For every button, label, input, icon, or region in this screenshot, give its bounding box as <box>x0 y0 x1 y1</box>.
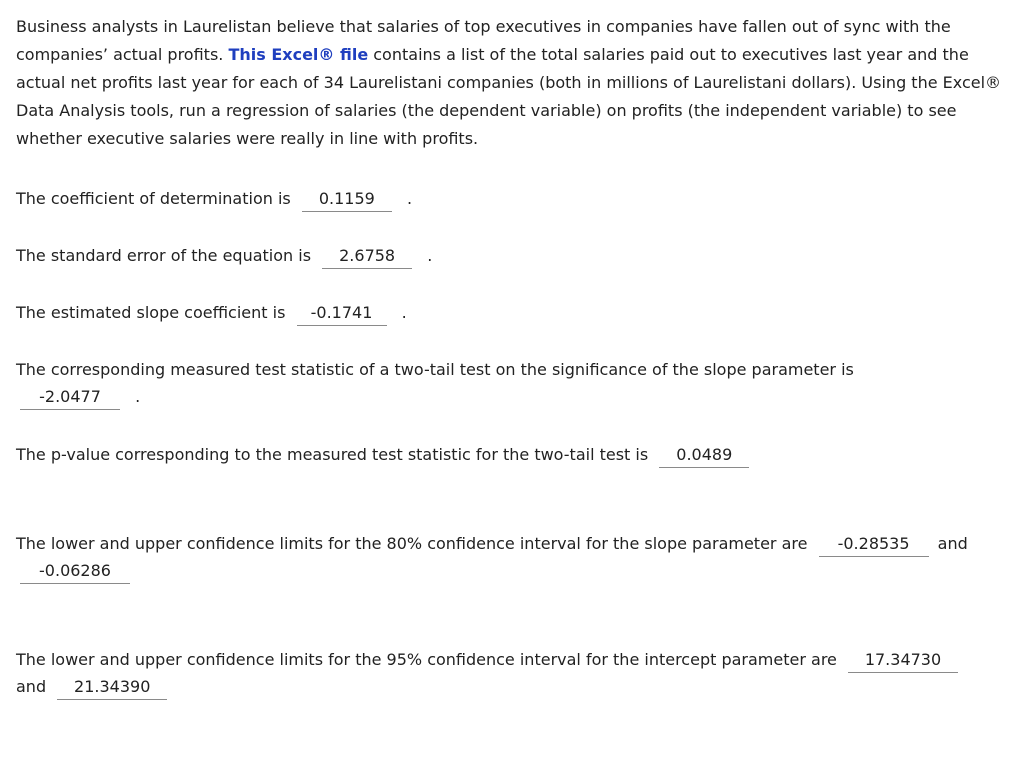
standard-error-answer[interactable]: 2.6758 <box>322 244 412 269</box>
p-value-row <box>16 441 753 469</box>
slope-ci-upper-answer[interactable]: -0.06286 <box>20 559 130 584</box>
coefficient-of-determination-row <box>16 185 412 213</box>
standard-error-label: The standard error of the equation is <box>16 246 312 265</box>
standard-error-row <box>16 242 432 270</box>
intro-text-1: Business analysts in Laurelistan believe that salaries of top executives in companies have fallen out of sync with the companies’ actual profits. <box>16 17 951 64</box>
slope-ci-upper-row <box>14 557 134 585</box>
intro-text-2: contains a list of the total salaries paid out to executives last year and the actual net profits last year for each of 34 Laurelistani companies (both in millions of Laurelistani dollars). Using the Excel® Data Analysis tools, run a regression of salaries (the dependent variable) on profits (the independent variable) to see whether executive salaries were really in line with profits. <box>16 45 1002 148</box>
sentence-period: . <box>427 246 433 265</box>
intercept-ci-label: The lower and upper confidence limits for the 95% confidence interval for the intercept parameter are <box>16 650 837 669</box>
p-value-answer[interactable]: 0.0489 <box>659 443 749 468</box>
sentence-period: . <box>135 387 141 406</box>
question-intro <box>16 13 1011 153</box>
slope-coefficient-answer[interactable]: -0.1741 <box>297 301 387 326</box>
sentence-period: . <box>406 189 413 208</box>
intercept-ci-question <box>16 646 962 674</box>
coefficient-of-determination-answer[interactable]: 0.1159 <box>302 187 392 212</box>
slope-coefficient-label: The estimated slope coefficient is <box>16 303 286 322</box>
test-statistic-answer[interactable]: -2.0477 <box>20 385 120 410</box>
slope-ci-joiner: and <box>937 534 968 553</box>
slope-coefficient-row <box>16 299 407 327</box>
slope-ci-question <box>16 530 968 558</box>
test-statistic-label: The corresponding measured test statistic of a two-tail test on the significance of the slope parameter is <box>16 360 854 379</box>
intercept-ci-upper-answer[interactable]: 21.34390 <box>57 675 167 700</box>
slope-ci-lower-answer[interactable]: -0.28535 <box>819 532 929 557</box>
slope-ci-label: The lower and upper confidence limits for the 80% confidence interval for the slope parameter are <box>16 534 808 553</box>
p-value-label: The p-value corresponding to the measured test statistic for the two-tail test is <box>16 445 649 464</box>
test-statistic-question <box>16 356 854 384</box>
intercept-ci-lower-answer[interactable]: 17.34730 <box>848 648 958 673</box>
coefficient-of-determination-label: The coefficient of determination is <box>16 189 291 208</box>
intercept-ci-upper-row <box>16 673 171 701</box>
test-statistic-row <box>14 383 140 411</box>
intercept-ci-joiner: and <box>16 677 47 696</box>
sentence-period: . <box>401 303 407 322</box>
excel-file-link[interactable]: This Excel® file <box>228 45 369 64</box>
